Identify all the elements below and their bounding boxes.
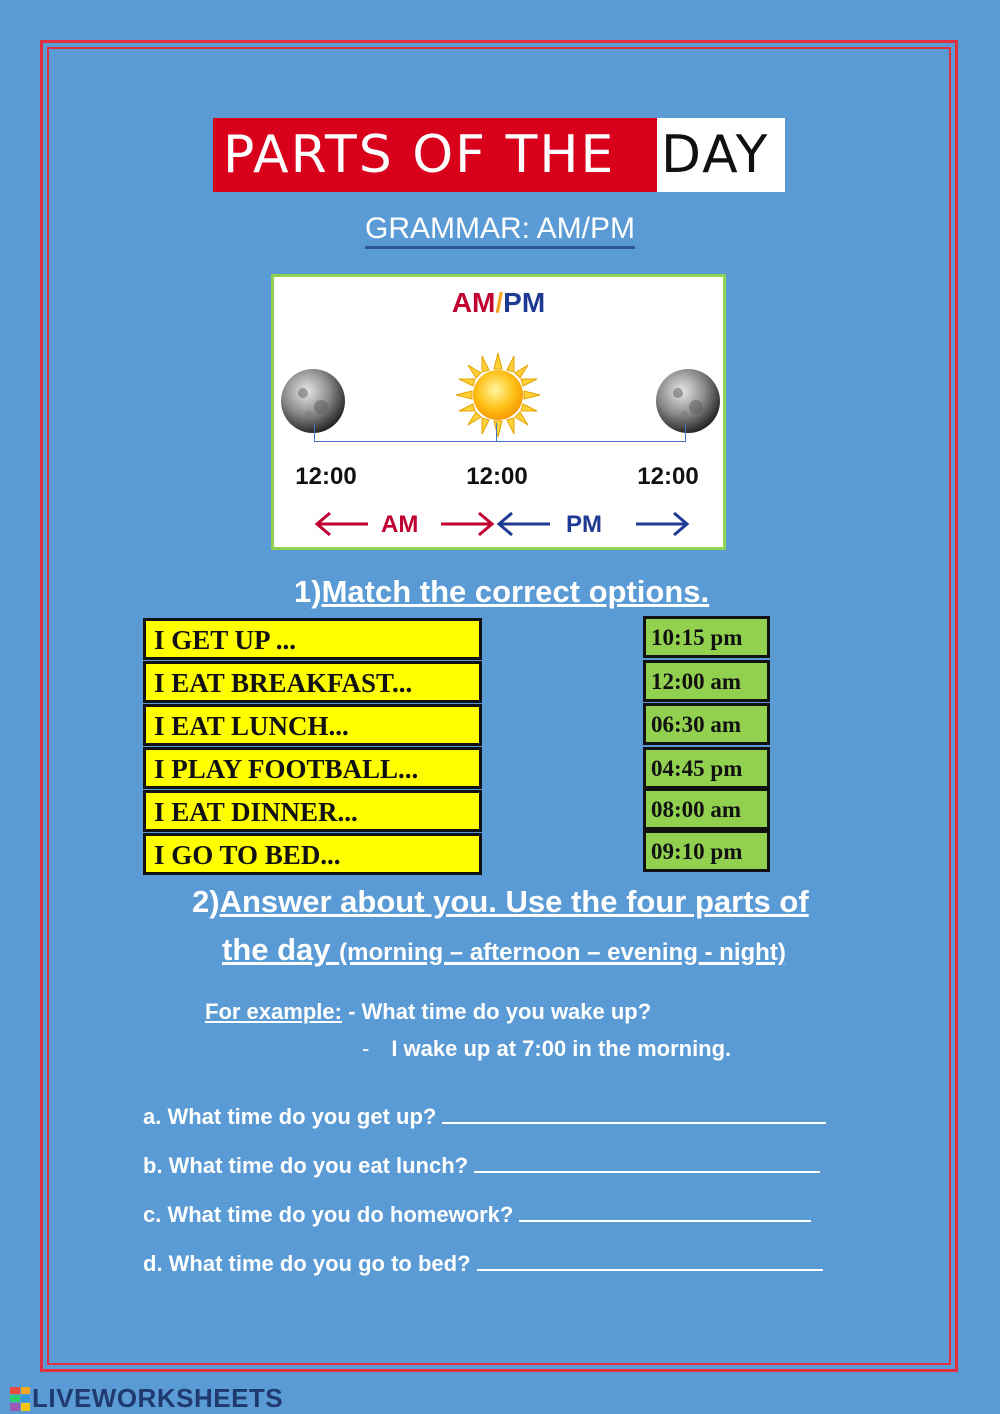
exercise1-heading-text: Match the correct options.: [321, 574, 710, 609]
question-a: [143, 1102, 826, 1130]
title-part1: PARTS OF THE: [213, 118, 657, 192]
diagram-title: [274, 287, 723, 319]
am-pm-diagram: [271, 274, 726, 550]
question-text: d. What time do you go to bed?: [143, 1251, 471, 1276]
time-option[interactable]: 04:45 pm: [643, 747, 770, 789]
time-label-midnight-start: 12:00: [295, 463, 357, 490]
question-text: b. What time do you eat lunch?: [143, 1153, 469, 1178]
activity-option[interactable]: I EAT LUNCH...: [143, 704, 482, 746]
pm-label: PM: [566, 511, 602, 538]
exercise1-heading: [294, 574, 709, 610]
exercise2-number: 2): [192, 884, 220, 919]
example-label: For example:: [205, 999, 342, 1024]
moon-icon: [654, 367, 722, 435]
exercise1-number: 1): [294, 574, 322, 609]
activity-option[interactable]: I PLAY FOOTBALL...: [143, 747, 482, 789]
timeline-tick: [314, 423, 315, 441]
timeline-tick: [496, 423, 497, 441]
example-line2: [362, 1036, 731, 1062]
time-label-midnight-end: 12:00: [637, 463, 699, 490]
exercise2-heading-line2: [222, 932, 786, 968]
arrow-left-icon: [494, 507, 552, 541]
diagram-title-pm: PM: [503, 287, 546, 318]
exercise2-heading-parts: (morning – afternoon – evening - night): [339, 939, 786, 966]
moon-icon: [279, 367, 347, 435]
activity-option[interactable]: I EAT BREAKFAST...: [143, 661, 482, 703]
answer-field[interactable]: [477, 1249, 823, 1271]
example-line1: [205, 999, 651, 1025]
activity-option[interactable]: I EAT DINNER...: [143, 790, 482, 832]
timeline-tick: [685, 423, 686, 441]
answer-field[interactable]: [519, 1200, 811, 1222]
exercise2-heading-line1: [192, 884, 809, 920]
arrow-left-icon: [312, 507, 370, 541]
liveworksheets-icon: [10, 1387, 30, 1411]
time-option[interactable]: 09:10 pm: [643, 830, 770, 872]
diagram-title-am: AM: [451, 287, 496, 318]
example-question: - What time do you wake up?: [348, 999, 652, 1024]
activity-option[interactable]: I GET UP ...: [143, 618, 482, 660]
time-option[interactable]: 12:00 am: [643, 660, 770, 702]
question-d: [143, 1249, 823, 1277]
timeline: [314, 441, 686, 442]
brand-logo: [10, 1383, 283, 1414]
exercise2-heading-text: Answer about you. Use the four parts of: [219, 884, 809, 919]
question-c: [143, 1200, 811, 1228]
activity-option[interactable]: I GO TO BED...: [143, 833, 482, 875]
diagram-title-slash: /: [495, 287, 504, 318]
arrow-right-icon: [439, 507, 497, 541]
question-b: [143, 1151, 820, 1179]
example-dash: -: [362, 1036, 370, 1061]
example-answer: I wake up at 7:00 in the morning.: [391, 1036, 732, 1061]
arrow-right-icon: [634, 507, 692, 541]
brand-name: LIVEWORKSHEETS: [32, 1383, 284, 1413]
subtitle: [0, 212, 1000, 246]
exercise2-heading-day: the day: [222, 932, 331, 967]
question-text: a. What time do you get up?: [143, 1104, 437, 1129]
title-part2: DAY: [657, 118, 785, 192]
sun-icon: [454, 351, 542, 439]
question-text: c. What time do you do homework?: [143, 1202, 514, 1227]
answer-field[interactable]: [474, 1151, 820, 1173]
subtitle-text: GRAMMAR: AM/PM: [365, 212, 635, 249]
am-label: AM: [381, 511, 419, 538]
time-option[interactable]: 08:00 am: [643, 788, 770, 830]
title-banner: [213, 118, 785, 192]
time-option[interactable]: 10:15 pm: [643, 616, 770, 658]
time-label-noon: 12:00: [466, 463, 528, 490]
time-option[interactable]: 06:30 am: [643, 703, 770, 745]
answer-field[interactable]: [442, 1102, 826, 1124]
